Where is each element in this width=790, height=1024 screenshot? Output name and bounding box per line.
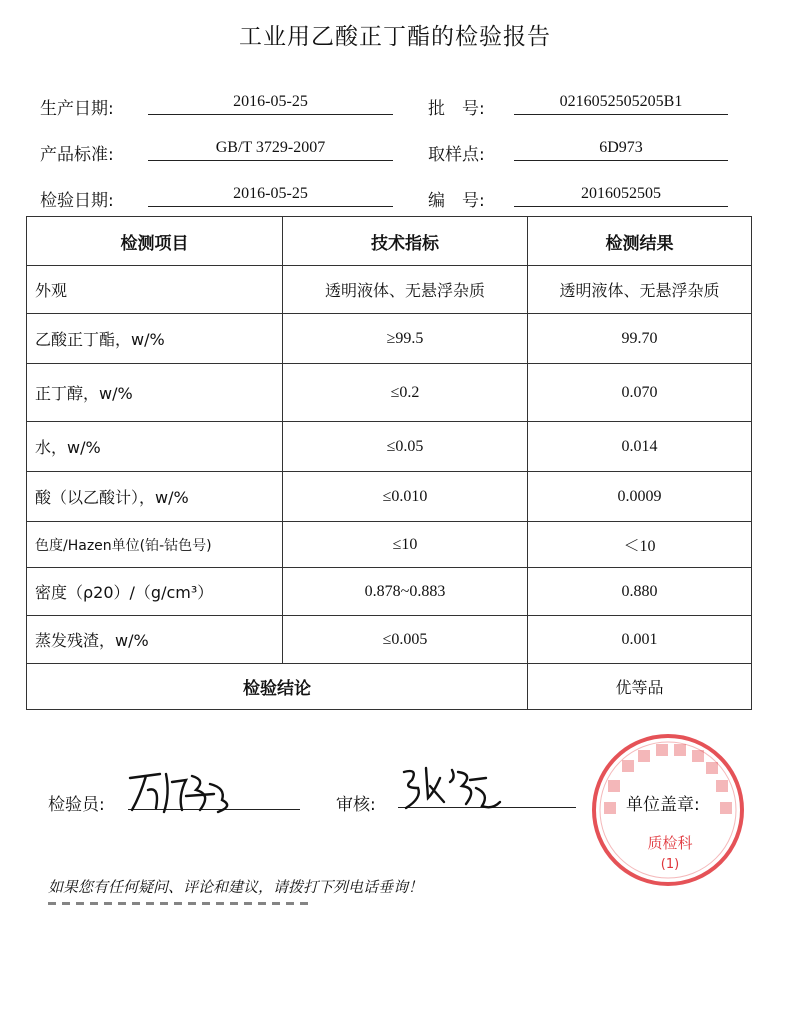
row-item: 水，w/% — [27, 422, 283, 472]
table-row — [27, 568, 752, 616]
standard-value: GB/T 3729-2007 — [148, 138, 393, 161]
row-result: 0.0009 — [528, 472, 752, 522]
row-result: 0.070 — [528, 364, 752, 422]
row-result: 透明液体、无悬浮杂质 — [528, 266, 752, 314]
row-spec: ≤0.2 — [283, 364, 528, 422]
row-item: 密度（ρ20）/（g/cm³） — [27, 568, 283, 616]
row-item: 色度/Hazen单位(铂-钴色号) — [27, 522, 283, 568]
production-date-value: 2016-05-25 — [148, 92, 393, 115]
row-spec: ≥99.5 — [283, 314, 528, 364]
seal-number: (1) — [660, 857, 680, 872]
row-spec: ≤0.010 — [283, 472, 528, 522]
number-value: 2016052505 — [514, 184, 728, 207]
row-result: 99.70 — [528, 314, 752, 364]
row-item: 蒸发残渣，w/% — [27, 616, 283, 664]
row-result: 0.014 — [528, 422, 752, 472]
footer-cut-line — [48, 900, 348, 910]
inspector-signature — [126, 760, 246, 816]
batch-label: 批 号: — [428, 99, 485, 119]
table-row — [27, 522, 752, 568]
reviewer-label: 审核: — [336, 795, 376, 815]
row-spec: 0.878~0.883 — [283, 568, 528, 616]
footer-note: 如果您有任何疑问、评论和建议，请拨打下列电话垂询！ — [48, 878, 424, 896]
row-item: 乙酸正丁酯，w/% — [27, 314, 283, 364]
conclusion-row — [27, 664, 752, 710]
standard-label: 产品标准: — [40, 145, 114, 165]
table-row — [27, 472, 752, 522]
reviewer-signature — [396, 758, 506, 814]
conclusion-value: 优等品 — [528, 664, 752, 710]
table-row — [27, 364, 752, 422]
report-title: 工业用乙酸正丁酯的检验报告 — [239, 24, 551, 50]
table-row — [27, 616, 752, 664]
production-date-label: 生产日期: — [40, 99, 114, 119]
row-item: 外观 — [27, 266, 283, 314]
header-result: 检测结果 — [528, 217, 752, 266]
header-item: 检测项目 — [27, 217, 283, 266]
conclusion-label: 检验结论 — [27, 664, 528, 710]
row-item: 酸（以乙酸计），w/% — [27, 472, 283, 522]
seal-label: 单位盖章: — [626, 795, 700, 815]
sampling-point-label: 取样点: — [428, 145, 485, 165]
seal-bottom-text: 质检科 — [647, 834, 693, 852]
number-label: 编 号: — [428, 191, 485, 211]
row-spec: ≤10 — [283, 522, 528, 568]
inspector-label: 检验员: — [48, 795, 105, 815]
header-spec: 技术指标 — [283, 217, 528, 266]
row-spec: ≤0.05 — [283, 422, 528, 472]
row-result: 0.001 — [528, 616, 752, 664]
results-table — [26, 216, 752, 710]
row-item: 正丁醇，w/% — [27, 364, 283, 422]
row-spec: ≤0.005 — [283, 616, 528, 664]
table-row — [27, 314, 752, 364]
row-result: ＜10 — [528, 522, 752, 568]
sampling-point-value: 6D973 — [514, 138, 728, 161]
table-row — [27, 422, 752, 472]
table-header-row — [27, 217, 752, 266]
inspection-date-value: 2016-05-25 — [148, 184, 393, 207]
row-spec: 透明液体、无悬浮杂质 — [283, 266, 528, 314]
row-result: 0.880 — [528, 568, 752, 616]
table-row — [27, 266, 752, 314]
batch-value: 0216052505205B1 — [514, 92, 728, 115]
inspection-date-label: 检验日期: — [40, 191, 114, 211]
